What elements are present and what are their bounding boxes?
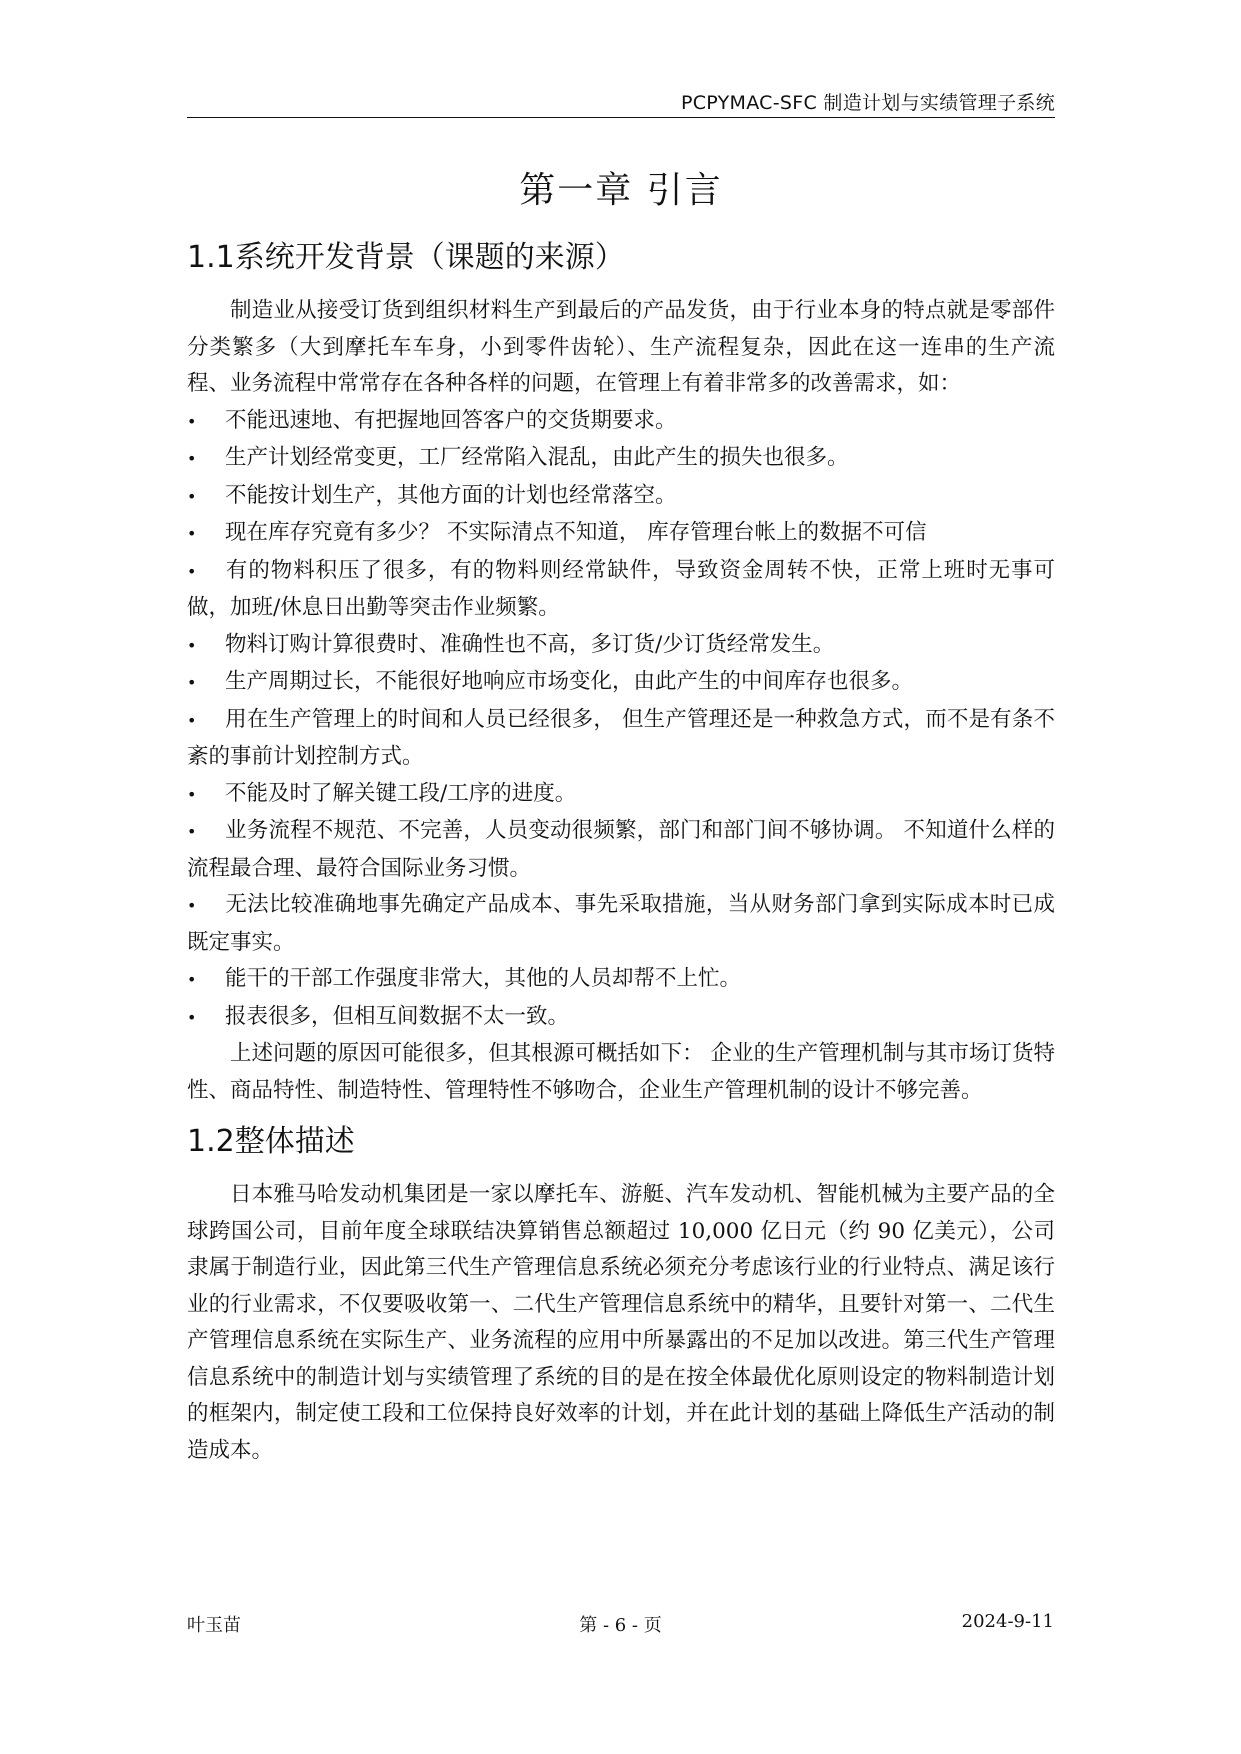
bullet-icon: • bbox=[187, 635, 197, 655]
list-item: • 不能及时了解关键工段/工序的进度。 bbox=[187, 776, 1055, 814]
section-1-1-intro: 制造业从接受订货到组织材料生产到最后的产品发货，由于行业本身的特点就是零部件分类繁多（大到摩托车车身，小到零件齿轮）、生产流程复杂，因此在这一连串的生产流程、业务流程中常常存在各种各样的问题，在管理上有着非常多的改善需求，如： bbox=[187, 298, 1055, 396]
bullet-icon: • bbox=[187, 486, 197, 506]
section-1-2-body: 日本雅马哈发动机集团是一家以摩托车、游艇、汽车发动机、智能机械为主要产品的全球跨国公司，目前年度全球联结决算销售总额超过 10,000 亿日元（约 90 亿美元），公司隶属于制造行业，因此第三代生产管理信息系统必须充分考虑该行业的行业特点、满足该行业的行业需求，不仅要吸收第一、二代生产管理信息系统中的精华，且要针对第一、二代生产管理信息系统在实际生产、业务流程的应用中所暴露出的不足加以改进。第三代生产管理信息系统中的制造计划与实绩管理了系统的目的是在按全体最优化原则设定的物料制造计划的框架内，制定使工段和工位保持良好效率的计划，并在此计划的基础上降低生产活动的制造成本。 bbox=[187, 1182, 1055, 1463]
list-item: • 用在生产管理上的时间和人员已经很多， 但生产管理还是一种救急方式，而不是有条不紊的事前计划控制方式。 bbox=[187, 702, 1055, 776]
bullet-icon: • bbox=[187, 411, 197, 431]
bullet-icon: • bbox=[187, 710, 197, 730]
bullet-icon: • bbox=[187, 1007, 197, 1027]
bullet-icon: • bbox=[187, 449, 197, 468]
bullet-icon: • bbox=[187, 896, 197, 915]
list-item: • 生产计划经常变更，工厂经常陷入混乱，由此产生的损失也很多。 bbox=[187, 440, 1055, 478]
list-item: • 生产周期过长，不能很好地响应市场变化，由此产生的中间库存也很多。 bbox=[187, 664, 1055, 702]
bullet-icon: • bbox=[187, 970, 197, 989]
chapter-title: 第一章 引言 bbox=[519, 170, 723, 211]
footer-author: 叶玉苗 bbox=[187, 1615, 241, 1636]
list-item: • 不能按计划生产，其他方面的计划也经常落空。 bbox=[187, 478, 1055, 516]
header-rule bbox=[187, 117, 1055, 118]
list-item: • 报表很多，但相互间数据不太一致。 bbox=[187, 999, 1055, 1037]
footer-page-number: 第 - 6 - 页 bbox=[579, 1615, 662, 1636]
running-header: PCPYMAC-SFC 制造计划与实绩管理子系统 bbox=[680, 92, 1055, 114]
bullet-icon: • bbox=[187, 561, 197, 581]
bullet-icon: • bbox=[187, 524, 197, 543]
list-item: • 现在库存究竟有多少？ 不实际清点不知道， 库存管理台帐上的数据不可信 bbox=[187, 515, 1055, 553]
list-item: • 能干的干部工作强度非常大，其他的人员却帮不上忙。 bbox=[187, 961, 1055, 999]
problem-list bbox=[187, 403, 1055, 1037]
section-heading-1-1: 1.1系统开发背景（课题的来源） bbox=[187, 240, 625, 275]
bullet-icon: • bbox=[187, 822, 197, 841]
document-body bbox=[187, 237, 1055, 1469]
list-item: • 业务流程不规范、不完善，人员变动很频繁，部门和部门间不够协调。 不知道什么样的流程最合理、最符合国际业务习惯。 bbox=[187, 813, 1055, 887]
section-1-1-conclusion: 上述问题的原因可能很多，但其根源可概括如下： 企业的生产管理机制与其市场订货特性、商品特性、制造特性、管理特性不够吻合，企业生产管理机制的设计不够完善。 bbox=[187, 1041, 1055, 1103]
footer-date: 2024-9-11 bbox=[961, 1611, 1054, 1632]
bullet-icon: • bbox=[187, 784, 197, 804]
bullet-icon: • bbox=[187, 673, 197, 692]
list-item: • 有的物料积压了很多，有的物料则经常缺件，导致资金周转不快，正常上班时无事可做，加班/休息日出勤等突击作业频繁。 bbox=[187, 553, 1055, 627]
section-heading-1-2: 1.2整体描述 bbox=[187, 1124, 355, 1159]
list-item: • 无法比较准确地事先确定产品成本、事先采取措施，当从财务部门拿到实际成本时已成既定事实。 bbox=[187, 887, 1055, 961]
list-item: • 物料订购计算很费时、准确性也不高，多订货/少订货经常发生。 bbox=[187, 627, 1055, 665]
list-item: • 不能迅速地、有把握地回答客户的交货期要求。 bbox=[187, 403, 1055, 441]
